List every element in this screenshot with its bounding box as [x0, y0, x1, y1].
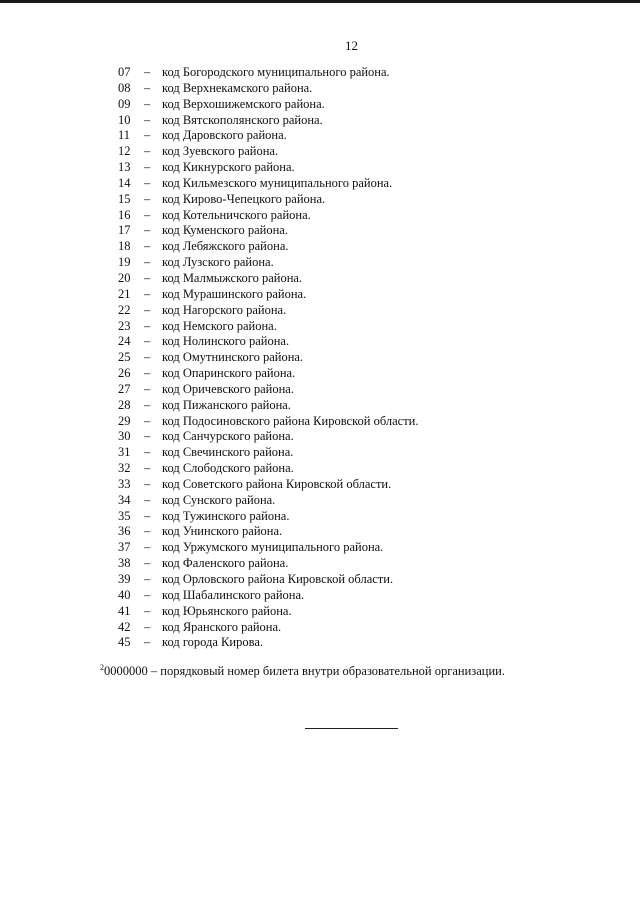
- code-description: код Унинского района.: [162, 524, 283, 539]
- code-dash: –: [144, 619, 151, 634]
- code-description: код Тужинского района.: [162, 508, 290, 523]
- code-number: 07: [118, 65, 131, 79]
- code-description: код Шабалинского района.: [162, 587, 305, 602]
- code-number: 25: [118, 350, 131, 365]
- list-item: [0, 398, 640, 414]
- code-description: код Оричевского района.: [162, 381, 294, 396]
- code-dash: –: [144, 603, 151, 618]
- code-number: 37: [118, 540, 131, 555]
- footnote-marker: 2: [100, 663, 104, 672]
- code-number: 45: [118, 635, 131, 650]
- list-item: [0, 255, 640, 271]
- code-dash: –: [144, 572, 151, 586]
- list-item: [0, 287, 640, 303]
- code-dash: –: [144, 381, 151, 396]
- footnote: [100, 660, 505, 679]
- code-number: 29: [118, 413, 131, 428]
- list-item: [0, 572, 640, 588]
- list-item: [0, 65, 640, 81]
- code-number: 32: [118, 461, 131, 476]
- code-number: 36: [118, 524, 131, 539]
- code-number: 17: [118, 223, 131, 238]
- code-description: код Котельничского района.: [162, 207, 311, 222]
- code-dash: –: [144, 492, 151, 507]
- code-number: 21: [118, 286, 131, 301]
- code-description: код Опаринского района.: [162, 366, 296, 381]
- code-description: код города Кирова.: [162, 635, 263, 650]
- code-description: код Кильмезского муниципального района.: [162, 175, 393, 190]
- code-dash: –: [144, 286, 151, 301]
- code-description: код Юрьянского района.: [162, 603, 292, 618]
- code-number: 09: [118, 96, 131, 111]
- code-number: 41: [118, 603, 131, 618]
- list-item: [0, 604, 640, 620]
- list-item: [0, 144, 640, 160]
- list-item: [0, 635, 640, 651]
- code-description: код Куменского района.: [162, 223, 288, 238]
- code-dash: –: [144, 587, 151, 602]
- code-description: код Уржумского муниципального района.: [162, 540, 384, 555]
- list-item: [0, 113, 640, 129]
- code-number: 39: [118, 572, 131, 586]
- code-description: код Советского района Кировской области.: [162, 476, 392, 491]
- code-dash: –: [144, 255, 151, 270]
- code-number: 38: [118, 556, 131, 571]
- list-item: [0, 350, 640, 366]
- list-item: [0, 271, 640, 287]
- code-description: код Верхнекамского района.: [162, 80, 313, 95]
- code-number: 12: [118, 144, 131, 159]
- list-item: [0, 588, 640, 604]
- list-item: [0, 556, 640, 572]
- code-dash: –: [144, 413, 151, 428]
- code-description: код Мурашинского района.: [162, 286, 307, 301]
- code-number: 13: [118, 160, 131, 175]
- list-item: [0, 414, 640, 430]
- code-dash: –: [144, 540, 151, 555]
- code-number: 30: [118, 429, 131, 444]
- code-description: код Лебяжского района.: [162, 239, 289, 254]
- code-number: 11: [118, 128, 131, 143]
- code-dash: –: [144, 302, 151, 317]
- code-number: 16: [118, 207, 131, 222]
- code-number: 23: [118, 318, 131, 333]
- code-dash: –: [144, 96, 151, 111]
- list-item: [0, 477, 640, 493]
- list-item: [0, 620, 640, 636]
- list-item: [0, 160, 640, 176]
- code-description: код Вятскополянского района.: [162, 112, 323, 127]
- code-number: 40: [118, 587, 131, 602]
- code-description: код Сунского района.: [162, 492, 276, 507]
- code-dash: –: [144, 144, 151, 159]
- page-number: 12: [345, 38, 358, 53]
- list-item: [0, 524, 640, 540]
- code-dash: –: [144, 366, 151, 381]
- code-description: код Лузского района.: [162, 255, 274, 270]
- code-dash: –: [144, 160, 151, 175]
- code-dash: –: [144, 239, 151, 254]
- list-item: [0, 128, 640, 144]
- code-dash: –: [144, 128, 151, 143]
- code-description: код Малмыжского района.: [162, 270, 303, 285]
- code-number: 19: [118, 255, 131, 270]
- code-description: код Зуевского района.: [162, 144, 279, 159]
- list-item: [0, 366, 640, 382]
- code-number: 42: [118, 619, 131, 634]
- list-item: [0, 81, 640, 97]
- code-description: код Богородского муниципального района.: [162, 65, 390, 79]
- code-dash: –: [144, 429, 151, 444]
- code-dash: –: [144, 508, 151, 523]
- code-dash: –: [144, 476, 151, 491]
- code-description: код Свечинского района.: [162, 445, 294, 460]
- code-number: 26: [118, 366, 131, 381]
- top-rule: [0, 0, 640, 3]
- code-dash: –: [144, 635, 151, 650]
- code-description: код Кикнурского района.: [162, 160, 295, 175]
- code-description: код Подосиновского района Кировской области.: [162, 413, 419, 428]
- code-number: 14: [118, 175, 131, 190]
- list-item: [0, 319, 640, 335]
- code-number: 27: [118, 381, 131, 396]
- code-description: код Омутнинского района.: [162, 350, 304, 365]
- code-dash: –: [144, 397, 151, 412]
- code-dash: –: [144, 556, 151, 571]
- code-description: код Нолинского района.: [162, 334, 290, 349]
- code-description: код Яранского района.: [162, 619, 282, 634]
- code-number: 35: [118, 508, 131, 523]
- list-item: [0, 509, 640, 525]
- list-item: [0, 176, 640, 192]
- list-item: [0, 303, 640, 319]
- code-number: 18: [118, 239, 131, 254]
- code-dash: –: [144, 524, 151, 539]
- list-item: [0, 540, 640, 556]
- end-rule: [305, 728, 398, 729]
- list-item: [0, 192, 640, 208]
- code-description: код Немского района.: [162, 318, 277, 333]
- list-item: [0, 382, 640, 398]
- code-dash: –: [144, 80, 151, 95]
- code-description: код Фаленского района.: [162, 556, 289, 571]
- list-item: [0, 445, 640, 461]
- code-dash: –: [144, 207, 151, 222]
- code-number: 33: [118, 476, 131, 491]
- code-number: 22: [118, 302, 131, 317]
- code-description: код Пижанского района.: [162, 397, 291, 412]
- list-item: [0, 461, 640, 477]
- code-description: код Даровского района.: [162, 128, 287, 143]
- code-dash: –: [144, 191, 151, 206]
- code-dash: –: [144, 270, 151, 285]
- code-description: код Нагорского района.: [162, 302, 287, 317]
- code-number: 08: [118, 80, 131, 95]
- list-item: [0, 97, 640, 113]
- footnote-text: 0000000 – порядковый номер билета внутри образовательной организации.: [104, 664, 505, 678]
- code-dash: –: [144, 350, 151, 365]
- code-dash: –: [144, 112, 151, 127]
- code-number: 34: [118, 492, 131, 507]
- code-number: 15: [118, 191, 131, 206]
- code-description: код Слободского района.: [162, 461, 294, 476]
- list-item: [0, 208, 640, 224]
- code-number: 28: [118, 397, 131, 412]
- code-description: код Орловского района Кировской области.: [162, 572, 394, 586]
- code-list: [0, 65, 640, 651]
- code-number: 31: [118, 445, 131, 460]
- list-item: [0, 493, 640, 509]
- list-item: [0, 334, 640, 350]
- code-dash: –: [144, 461, 151, 476]
- code-number: 20: [118, 270, 131, 285]
- list-item: [0, 223, 640, 239]
- code-number: 10: [118, 112, 131, 127]
- code-dash: –: [144, 318, 151, 333]
- code-dash: –: [144, 175, 151, 190]
- list-item: [0, 429, 640, 445]
- code-description: код Кирово-Чепецкого района.: [162, 191, 326, 206]
- code-number: 24: [118, 334, 131, 349]
- code-description: код Верхошижемского района.: [162, 96, 325, 111]
- code-description: код Санчурского района.: [162, 429, 294, 444]
- code-dash: –: [144, 445, 151, 460]
- list-item: [0, 239, 640, 255]
- code-dash: –: [144, 65, 151, 79]
- code-dash: –: [144, 334, 151, 349]
- code-dash: –: [144, 223, 151, 238]
